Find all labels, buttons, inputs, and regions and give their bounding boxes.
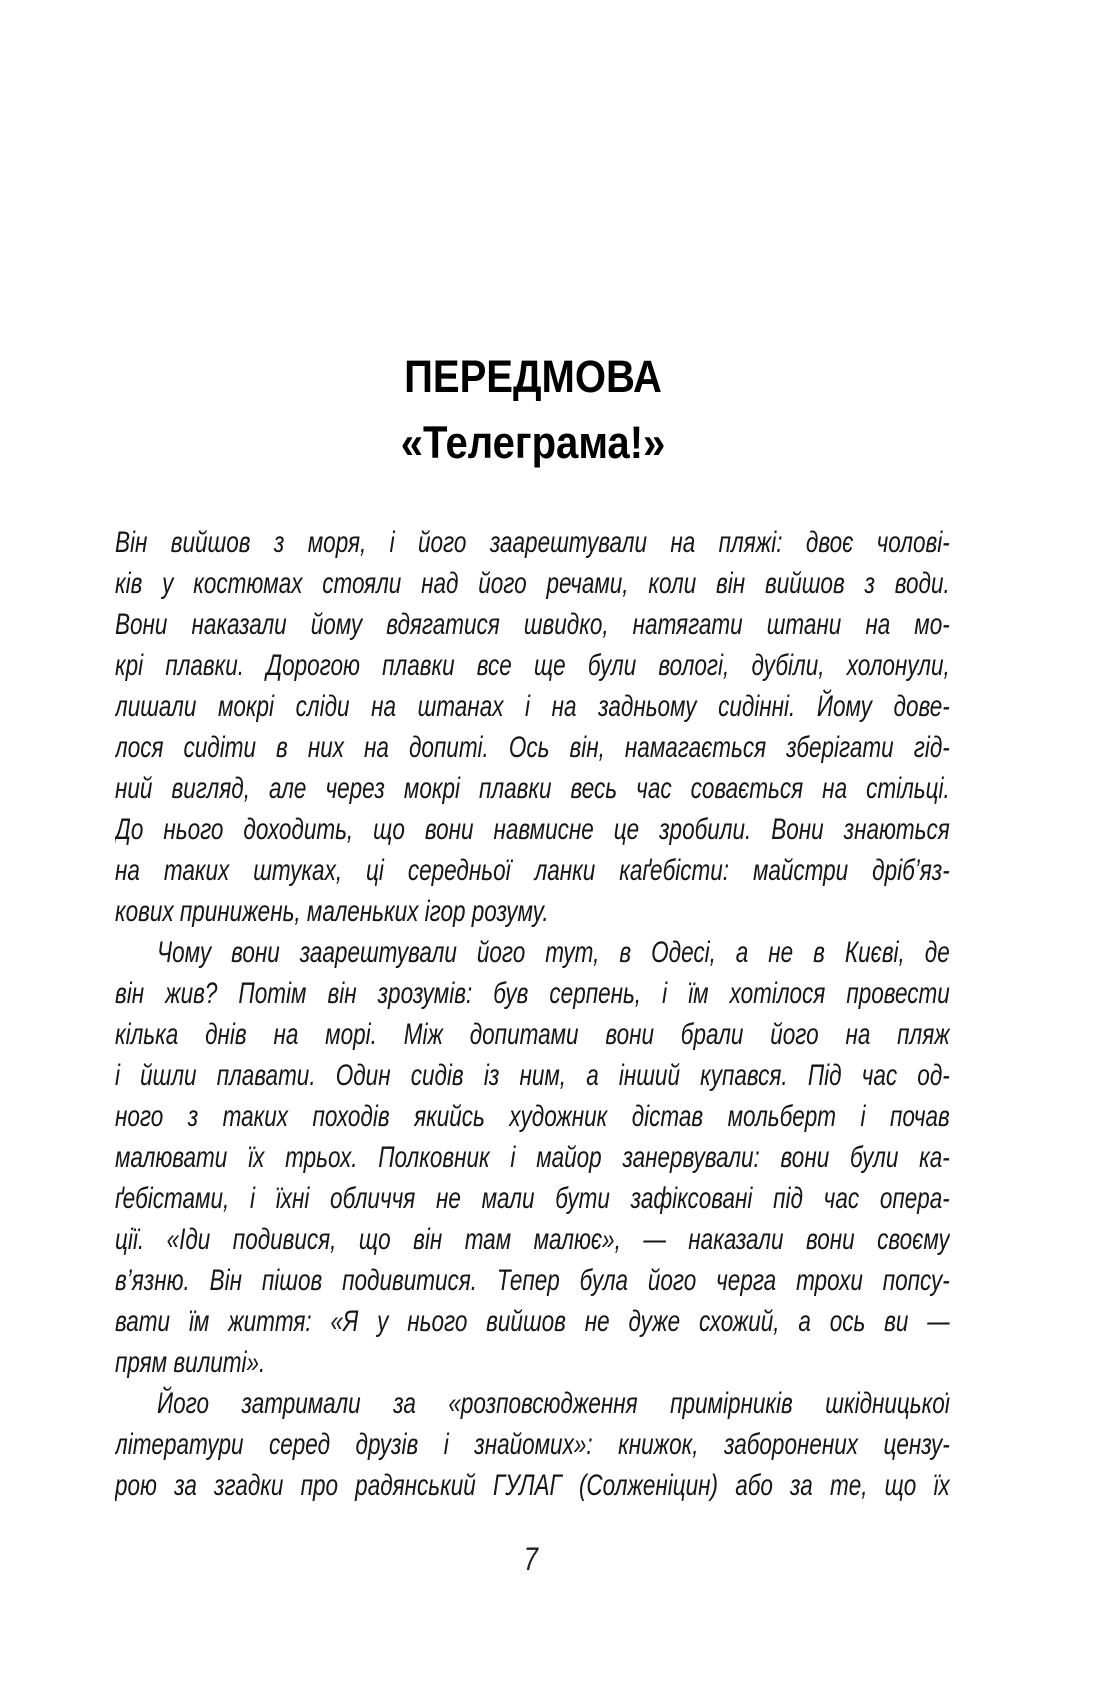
text-line: лося сидіти в них на допиті. Ось він, намагається зберігати гід-: [115, 731, 950, 764]
text-line: і йшли плавати. Один сидів із ним, а інший купався. Під час од-: [115, 1059, 950, 1092]
text-line: літератури серед друзів і знайомих»: книжок, заборонених цензу-: [115, 1428, 950, 1461]
text-line: в’язню. Він пішов подивитися. Тепер була його черга трохи попсу-: [115, 1264, 950, 1297]
page-footer: [0, 1539, 1082, 1580]
page-number: 7: [523, 1541, 539, 1577]
text-line: ний вигляд, але через мокрі плавки весь час совається на стільці.: [115, 772, 950, 805]
chapter-title: ПЕРЕДМОВА: [404, 351, 662, 402]
chapter-heading: [43, 344, 1024, 476]
text-line: лишали мокрі сліди на штанах і на задньому сидінні. Йому дове-: [115, 690, 950, 723]
text-line: Його затримали за «розповсюдження примірників шкідницької: [157, 1387, 950, 1420]
text-line: Чому вони заарештували його тут, в Одесі, а не в Києві, де: [157, 936, 950, 969]
text-line: кових принижень, маленьких ігор розуму.: [115, 895, 549, 928]
text-line: вати їм життя: «Я у нього вийшов не дуже схожий, а ось ви —: [115, 1305, 950, 1338]
text-line: Вони наказали йому вдягатися швидко, натягати штани на мо-: [115, 608, 950, 641]
text-line: крі плавки. Дорогою плавки все ще були вологі, дубіли, холонули,: [115, 649, 950, 682]
text-line: ків у костюмах стояли над його речами, коли він вийшов з води.: [115, 567, 950, 600]
text-line: рою за згадки про радянський ГУЛАГ (Солженіцин) або за те, що їх: [115, 1469, 950, 1502]
text-line: До нього доходить, що вони навмисне це зробили. Вони знаються: [115, 813, 950, 846]
text-line: малювати їх трьох. Полковник і майор занервували: вони були ка-: [115, 1141, 950, 1174]
text-line: ного з таких походів якийсь художник дістав мольберт і почав: [115, 1100, 950, 1133]
text-line: ції. «Іди подивися, що він там малює», — наказали вони своєму: [115, 1223, 950, 1256]
text-line: прям вилиті».: [115, 1346, 266, 1379]
body-text: [115, 522, 950, 1506]
text-line: ґебістами, і їхні обличчя не мали бути зафіксовані під час опера-: [115, 1182, 950, 1215]
text-line: кілька днів на морі. Між допитами вони брали його на пляж: [115, 1018, 950, 1051]
text-line: він жив? Потім він зрозумів: був серпень, і їм хотілося провести: [115, 977, 950, 1010]
text-line: Він вийшов з моря, і його заарештували на пляжі: двоє чолові-: [115, 526, 950, 559]
text-line: на таких штуках, ці середньої ланки каґебісти: майстри дріб’яз-: [115, 854, 950, 887]
chapter-subtitle: «Телеграма!»: [400, 417, 666, 468]
